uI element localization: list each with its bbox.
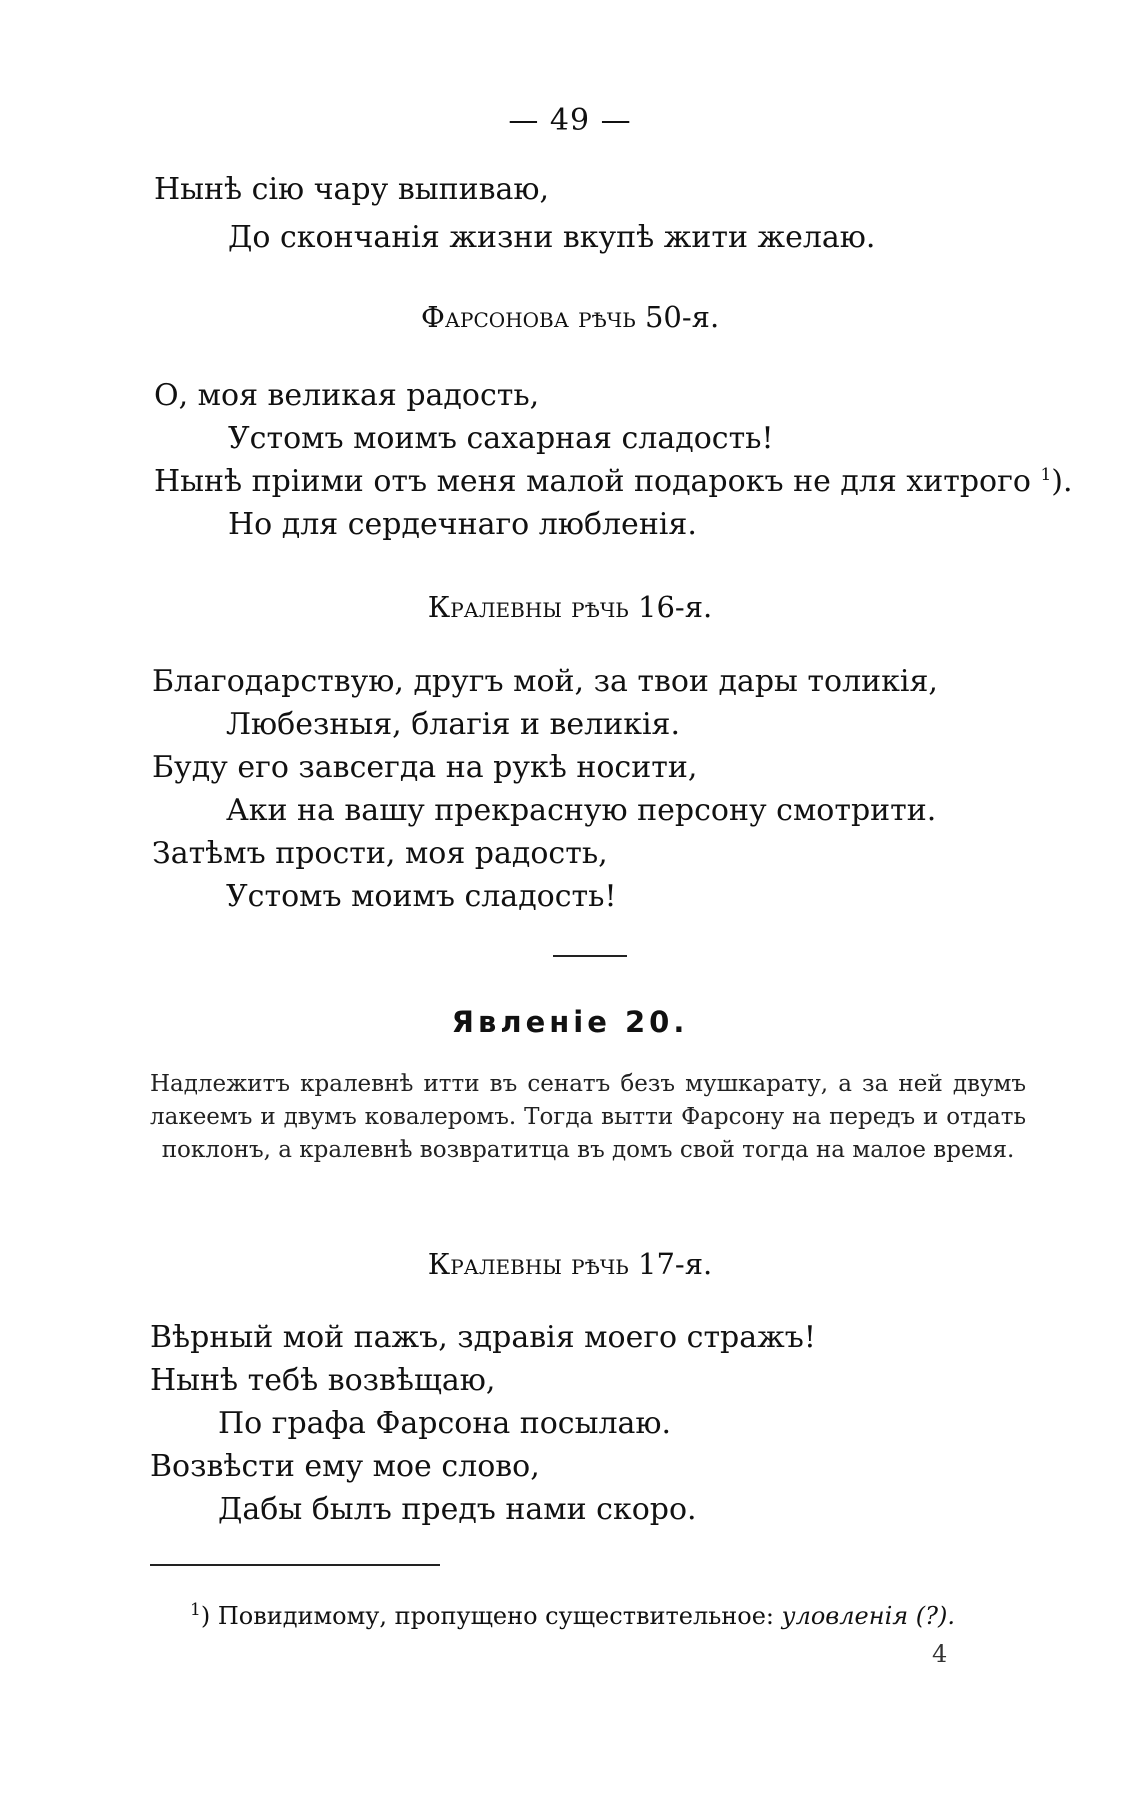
footnote-italic-text: уловленія (?). <box>781 1602 955 1630</box>
printer-signature-mark: 4 <box>932 1640 948 1668</box>
speech-heading <box>0 590 1140 624</box>
verse-line: Дабы былъ предъ нами скоро. <box>218 1492 697 1527</box>
footnote-reference-mark: 1 <box>1040 465 1052 485</box>
verse-line: До скончанія жизни вкупѣ жити желаю. <box>228 220 876 255</box>
verse-line: Вѣрный мой пажъ, здравія моего стражъ! <box>150 1320 816 1355</box>
verse-line: По графа Фарсона посылаю. <box>218 1406 672 1441</box>
speech-heading <box>0 300 1140 334</box>
speech-heading <box>0 1247 1140 1281</box>
footnote-divider <box>150 1564 440 1566</box>
page-number: — 49 — <box>508 103 632 138</box>
verse-line: Но для сердечнаго любленія. <box>228 507 697 542</box>
verse-line: Любезныя, благія и великія. <box>226 707 681 742</box>
footnote <box>190 1602 955 1630</box>
verse-line: Устомъ моимъ сахарная сладость! <box>228 421 774 456</box>
scene-title: Явленіе 20. <box>451 1005 689 1039</box>
stage-direction: Надлежитъ кралевнѣ итти въ сенатъ безъ мушкарату, а за ней двумъ лакеемъ и двумъ ковалеромъ. Тогда вытти Фарсону на передъ и отдать поклонъ, а кралевнѣ возвратитца въ домъ свой тогда на малое время. <box>150 1071 1026 1163</box>
verse-line: Буду его завсегда на рукѣ носити, <box>152 750 698 785</box>
footnote-paren: ) <box>200 1602 211 1630</box>
verse-line: Затѣмъ прости, моя радость, <box>152 836 608 871</box>
verse-line: Благодарствую, другъ мой, за твои дары толикія, <box>152 664 938 699</box>
speech-heading-name: Кралевны рѣчь <box>427 590 629 624</box>
section-divider <box>553 955 627 957</box>
verse-line: О, моя великая радость, <box>154 378 540 413</box>
speech-heading-name: Фарсонова рѣчь <box>420 300 636 334</box>
speech-heading-number: 16-я. <box>638 590 713 624</box>
verse-line: Аки на вашу прекрасную персону смотрити. <box>226 793 937 828</box>
speech-heading-number: 50-я. <box>644 300 720 334</box>
speech-heading-number: 17-я. <box>638 1247 713 1281</box>
verse-line: Нынѣ тебѣ возвѣщаю, <box>150 1363 496 1398</box>
footnote-text: Повидимому, пропущено существительное: <box>217 1602 775 1630</box>
verse-line-tail: ). <box>1051 464 1073 499</box>
verse-line-with-note <box>154 464 1073 499</box>
verse-line-text: Нынѣ пріими отъ меня малой подарокъ не для хитрого <box>154 464 1031 499</box>
verse-line: Возвѣсти ему мое слово, <box>150 1449 540 1484</box>
verse-line: Устомъ моимъ сладость! <box>226 879 617 914</box>
footnote-mark: 1 <box>190 1600 201 1620</box>
verse-line: Нынѣ сію чару выпиваю, <box>154 172 550 207</box>
speech-heading-name: Кралевны рѣчь <box>427 1247 629 1281</box>
